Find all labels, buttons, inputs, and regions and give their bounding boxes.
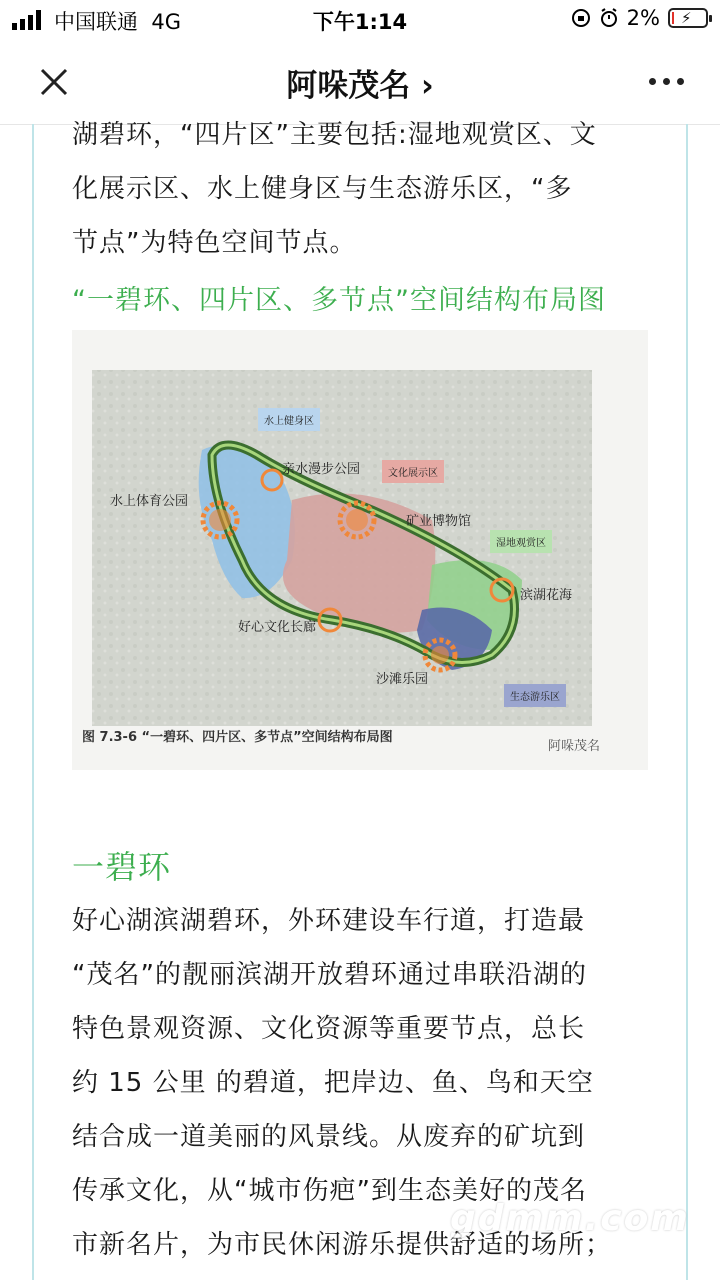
zone-label: 文化展示区	[382, 460, 444, 483]
figure-watermark: 阿哚茂名	[548, 739, 601, 754]
battery-icon: ⚡	[668, 8, 708, 28]
alarm-icon	[599, 8, 619, 28]
more-icon[interactable]	[649, 78, 684, 85]
map-node-label: 好心文化长廊	[238, 620, 317, 635]
map-node-label: 滨湖花海	[520, 588, 573, 603]
zone-label: 水上健身区	[258, 408, 320, 431]
text-line: 化展示区、水上健身区与生态游乐区，“多	[72, 174, 573, 204]
status-bar	[0, 0, 720, 40]
text-line: 节点”为特色空间节点。	[72, 228, 357, 258]
map-node-label: 亲水漫步公园	[282, 462, 361, 477]
text-line: 结合成一道美丽的风景线。从废弃的矿坑到	[72, 1122, 586, 1152]
text-line: 市新名片，为市民休闲游乐提供舒适的场所；	[72, 1230, 613, 1260]
carrier-label: 中国联通 4G	[54, 10, 181, 34]
clock: 下午1:14	[312, 10, 408, 34]
figure-heading: “一碧环、四片区、多节点”空间结构布局图	[72, 285, 606, 316]
zone-label: 生态游乐区	[504, 684, 566, 707]
account-title[interactable]: 阿哚茂名 ›	[286, 68, 434, 104]
map-figure	[72, 330, 648, 770]
map-node-label: 矿业博物馆	[406, 514, 472, 529]
text-line: 传承文化，从“城市伤疤”到生态美好的茂名	[72, 1176, 587, 1206]
zone-label: 湿地观赏区	[490, 530, 552, 553]
section-title: 一碧环	[72, 848, 172, 886]
network-label: 4G	[151, 10, 181, 34]
orientation-lock-icon	[571, 8, 591, 28]
figure-caption: 图 7.3-6 “一碧环、四片区、多节点”空间结构布局图	[82, 730, 393, 745]
site-watermark: gdmm.com	[450, 1198, 690, 1239]
text-line: 特色景观资源、文化资源等重要节点，总长	[72, 1014, 586, 1044]
map-node-label: 水上体育公园	[110, 494, 189, 509]
battery-percent: 2%	[626, 6, 660, 30]
text-line: “茂名”的靓丽滨湖开放碧环通过串联沿湖的	[72, 960, 587, 990]
text-line: 约 15 公里 的碧道，把岸边、鱼、鸟和天空	[72, 1068, 594, 1098]
map-node-label: 沙滩乐园	[376, 672, 429, 687]
text-line: 湖碧环，“四片区”主要包括:湿地观赏区、文	[72, 120, 597, 150]
text-line: 好心湖滨湖碧环，外环建设车行道，打造最	[72, 906, 586, 936]
article-paragraph	[72, 108, 597, 270]
